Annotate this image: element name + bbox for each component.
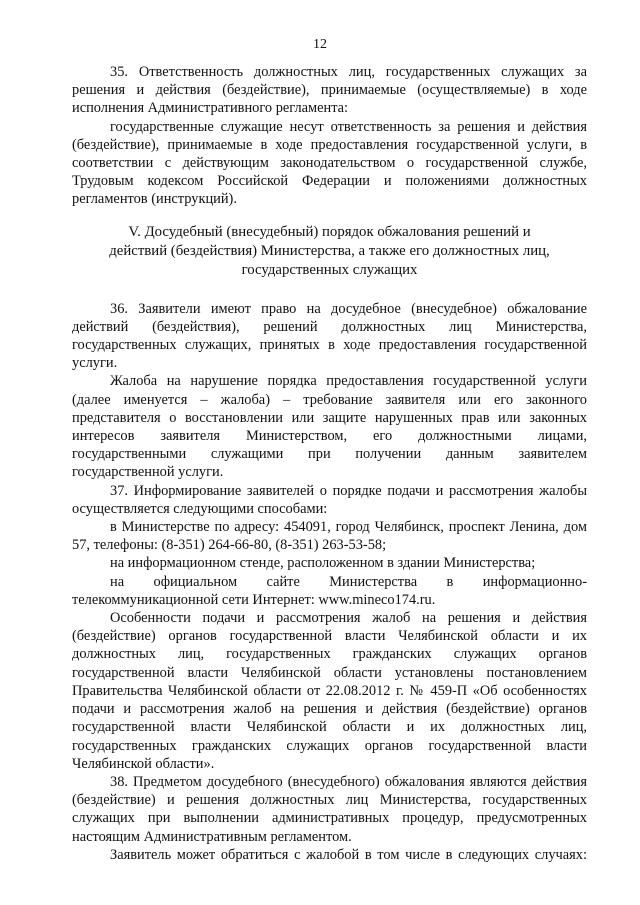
paragraph-36: 36. Заявители имеют право на досудебное (внесудебное) обжалование действий (бездействия), решений должностных лиц Министерства, государственных служащих, принятых в ходе предоставления государственной услуги. [72,300,587,372]
page-number: 12 [313,37,327,52]
paragraph-37-website: на официальном сайте Министерства в информационно-телекоммуникационной сети Интернет: www.mineco174.ru. [72,573,587,608]
document-body [72,63,587,864]
paragraph-35-title: 35. Ответственность должностных лиц, государственных служащих за решения и действия (бездействие), принимаемые (осуществляемые) в ходе исполнения Административного регламента: [72,64,587,117]
paragraph-37: 37. Информирование заявителей о порядке подачи и рассмотрения жалобы осуществляется следующими способами: [72,482,587,517]
paragraph-37-info-stand: на информационном стенде, расположенном в здании Министерства; [110,555,536,572]
paragraph-38: 38. Предметом досудебного (внесудебного) обжалования являются действия (бездействие) и решения должностных лиц Министерства, государственных служащих при выполнении административных процедур, предусмотренных настоящим Административным регламентом. [72,773,587,845]
paragraph-38-cases: Заявитель может обратиться с жалобой в том числе в следующих случаях: [110,846,587,863]
chapter-heading-line-3: государственных служащих [241,261,418,278]
paragraph-37-features: Особенности подачи и рассмотрения жалоб на решения и действия (бездействие) органов государственной власти Челябинской области и их должностных лиц, государственных гражданских служащих органов государственной власти Челябинской области установлены постановлением Правительства Челябинской области от 22.08.2012 г. № 459-П «Об особенностях подачи и рассмотрения жалоб на решения и действия (бездействие) органов государственной власти Челябинской области и их должностных лиц, государственных гражданских служащих органов государственной власти Челябинской области». [72,610,587,772]
chapter-heading-line-1: V. Досудебный (внесудебный) порядок обжалования решений и [128,223,531,240]
paragraph-35-body: государственные служащие несут ответственность за решения и действия (бездействие), принимаемые в ходе предоставления государственной услуги, в соответствии с действующим законодательством о государственной службе, Трудовым кодексом Российской Федерации и положениями должностных регламентов (инструкций). [72,118,587,208]
chapter-heading [72,223,587,280]
chapter-heading-line-2: действий (бездействия) Министерства, а также его должностных лиц, [109,242,550,259]
paragraph-37-address: в Министерстве по адресу: 454091, город Челябинск, проспект Ленина, дом 57, телефоны: (8-351) 264-66-80, (8-351) 263-53-58; [72,519,587,554]
paragraph-36-complaint-definition: Жалоба на нарушение порядка предоставления государственной услуги (далее именуется – жалоба) – требование заявителя или его законного представителя о восстановлении или защите нарушенных прав или законных интересов заявителя Министерством, его должностными лицами, государственными служащими при получении данным заявителем государственной услуги. [72,373,587,481]
